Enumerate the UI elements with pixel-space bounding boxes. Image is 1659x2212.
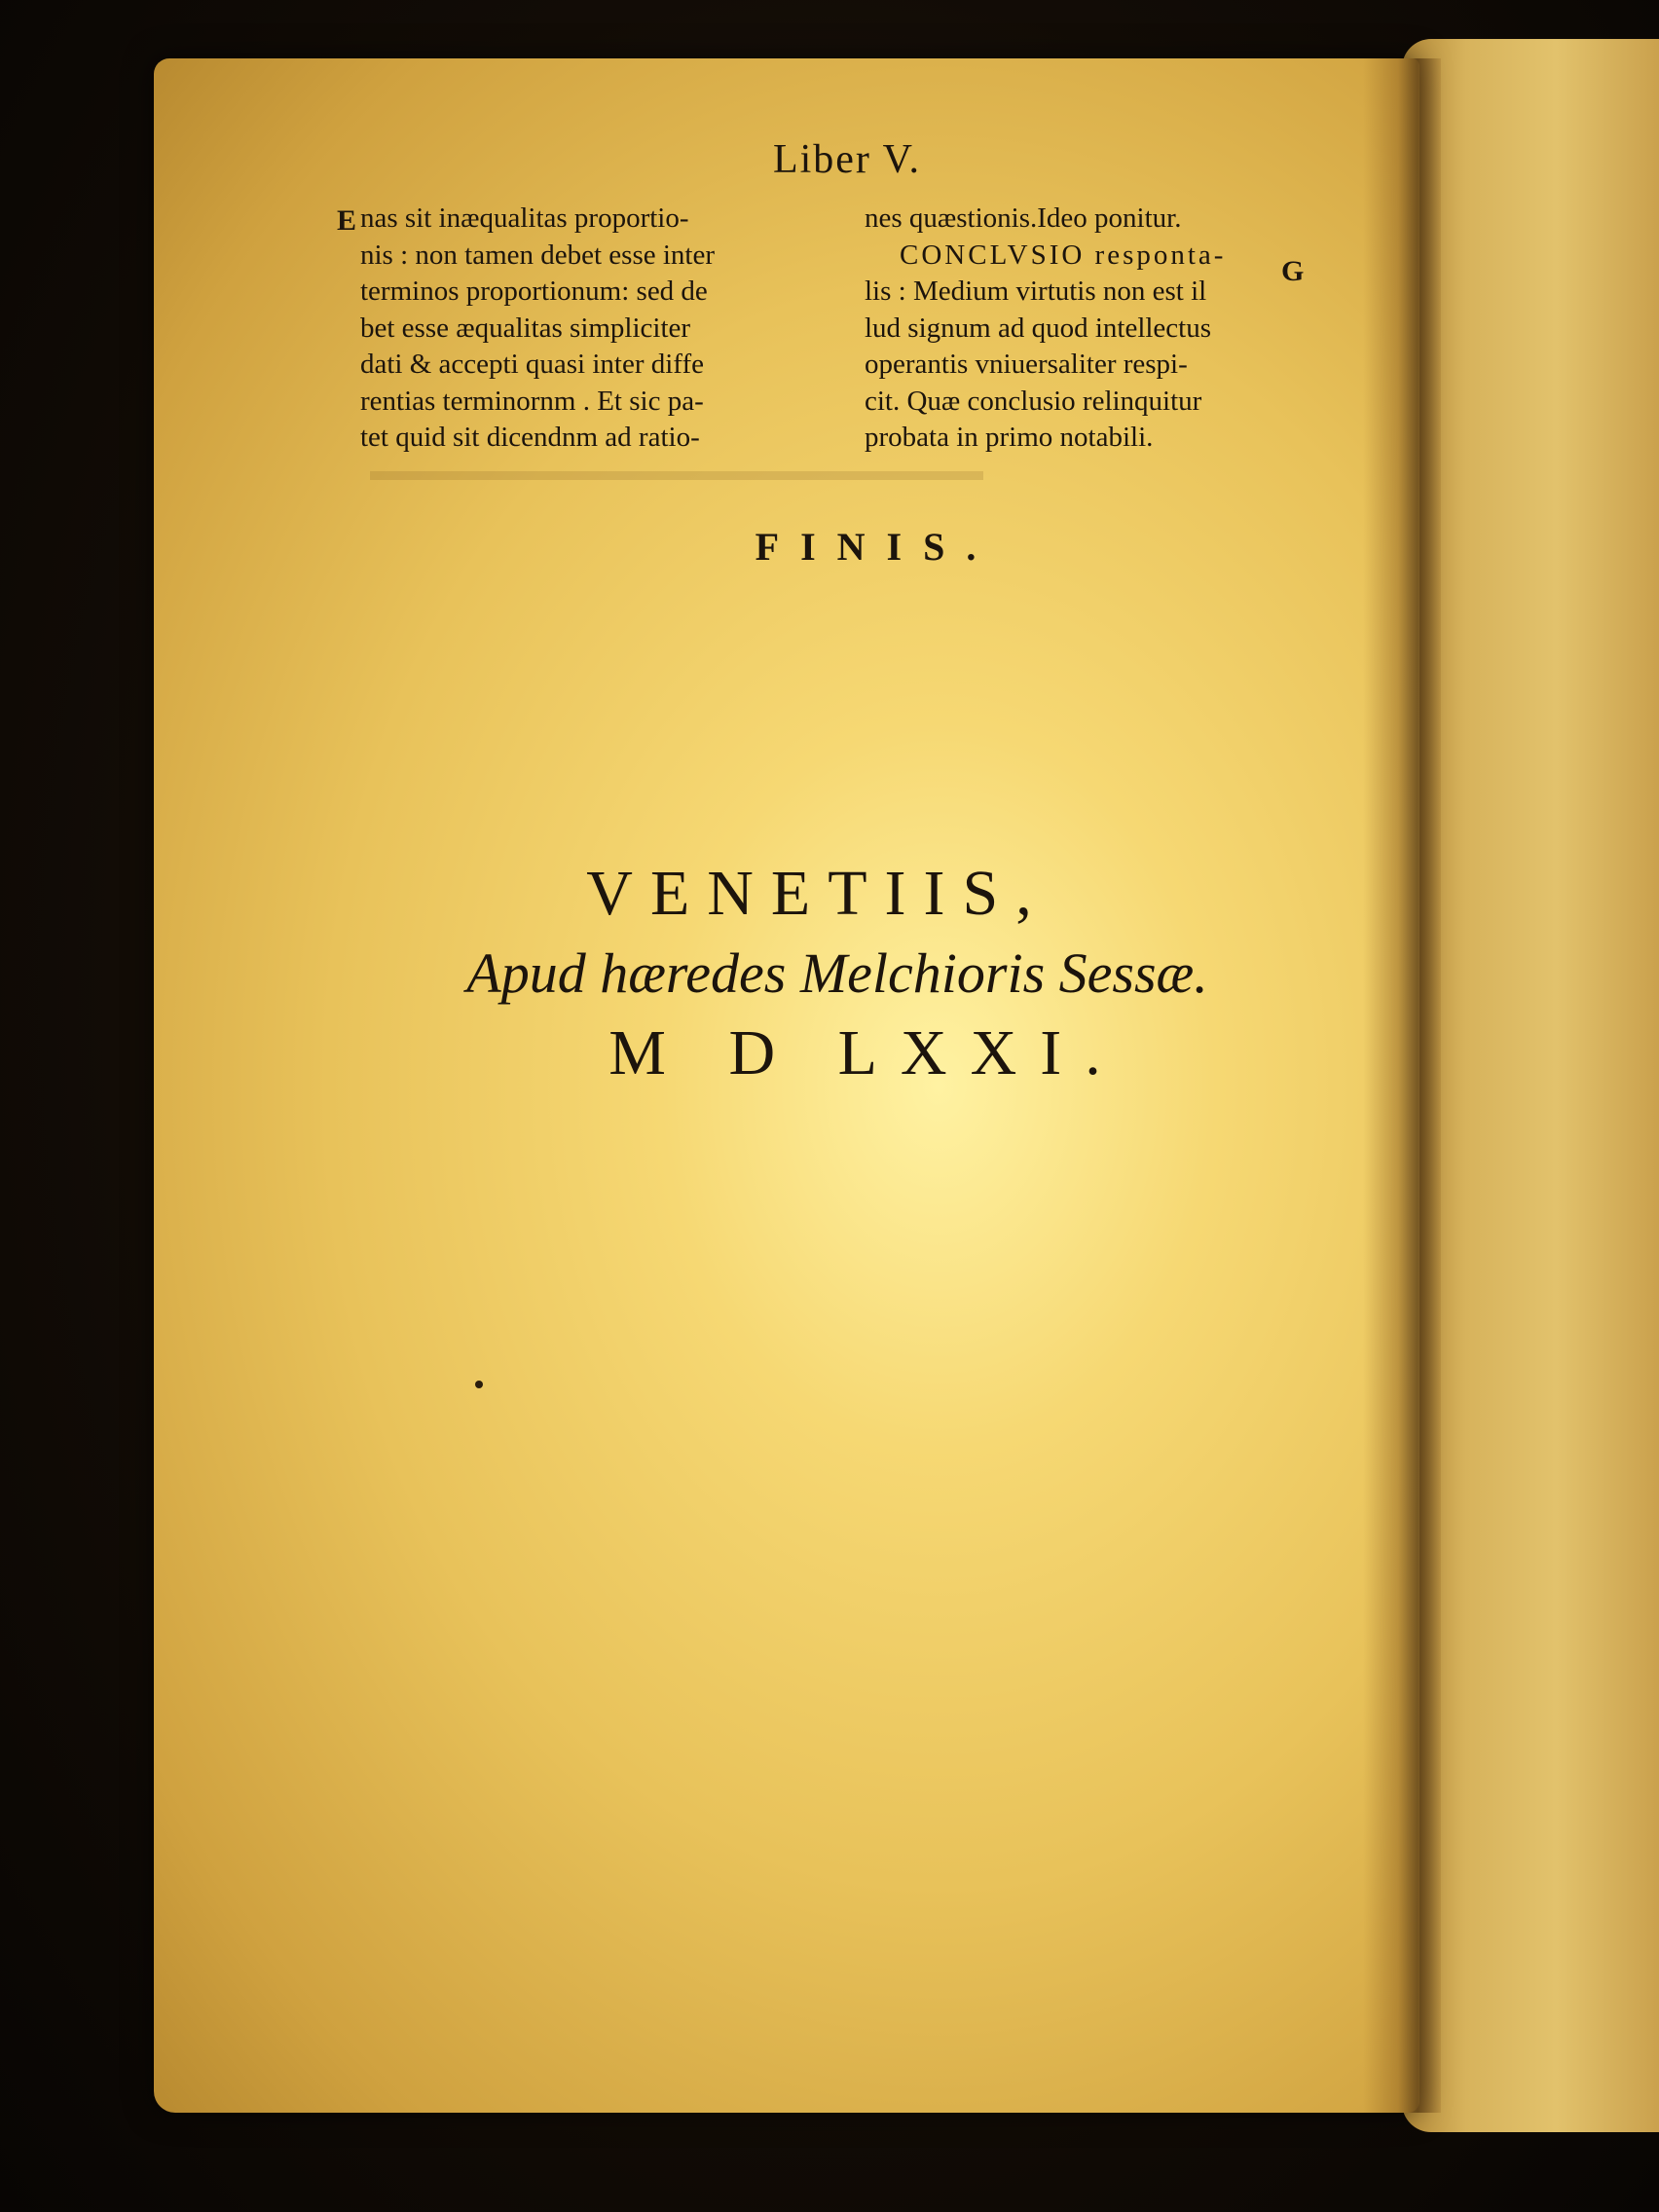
ink-spot (475, 1381, 483, 1388)
text-line: lis : Medium virtutis non est il (865, 276, 1207, 307)
text-line: bet esse æqualitas simpliciter (360, 312, 691, 344)
text-line: tet quid sit dicendnm ad ratio- (360, 422, 700, 453)
margin-marker-right: G (1281, 255, 1305, 287)
text-line: rentias terminornm . Et sic pa- (360, 385, 704, 417)
text-line: nas sit inæqualitas proportio- (360, 203, 689, 234)
imprint-printer: Apud hæredes Melchioris Sessæ. (466, 941, 1208, 1005)
imprint-city: VENETIIS, (586, 858, 1050, 929)
text-line: dati & accepti quasi inter diffe (360, 349, 704, 380)
text-line: operantis vniuersaliter respi- (865, 349, 1188, 380)
margin-marker-left: E (337, 204, 357, 237)
bleed-through-texture: ▬▬▬▬▬▬▬▬▬▬▬▬▬▬▬▬▬▬▬▬▬ (370, 455, 983, 487)
text-line: terminos proportionum: sed de (360, 276, 708, 307)
imprint-year: M D LXXI. (608, 1017, 1124, 1088)
text-line: nis : non tamen debet esse inter (360, 239, 716, 271)
finis-heading: FINIS. (755, 525, 998, 569)
text-line: nes quæstionis.Ideo ponitur. (865, 203, 1182, 234)
text-line: probata in primo notabili. (865, 422, 1154, 453)
running-head: Liber V. (772, 137, 922, 182)
text-line: CONCLVSIO responta- (900, 239, 1227, 271)
right-text-column (865, 201, 1351, 457)
text-line: cit. Quæ conclusio relinquitur (865, 385, 1202, 417)
text-line: lud signum ad quod intellectus (865, 312, 1212, 344)
page-gutter-shadow (1363, 58, 1441, 2113)
left-text-column (360, 201, 837, 457)
